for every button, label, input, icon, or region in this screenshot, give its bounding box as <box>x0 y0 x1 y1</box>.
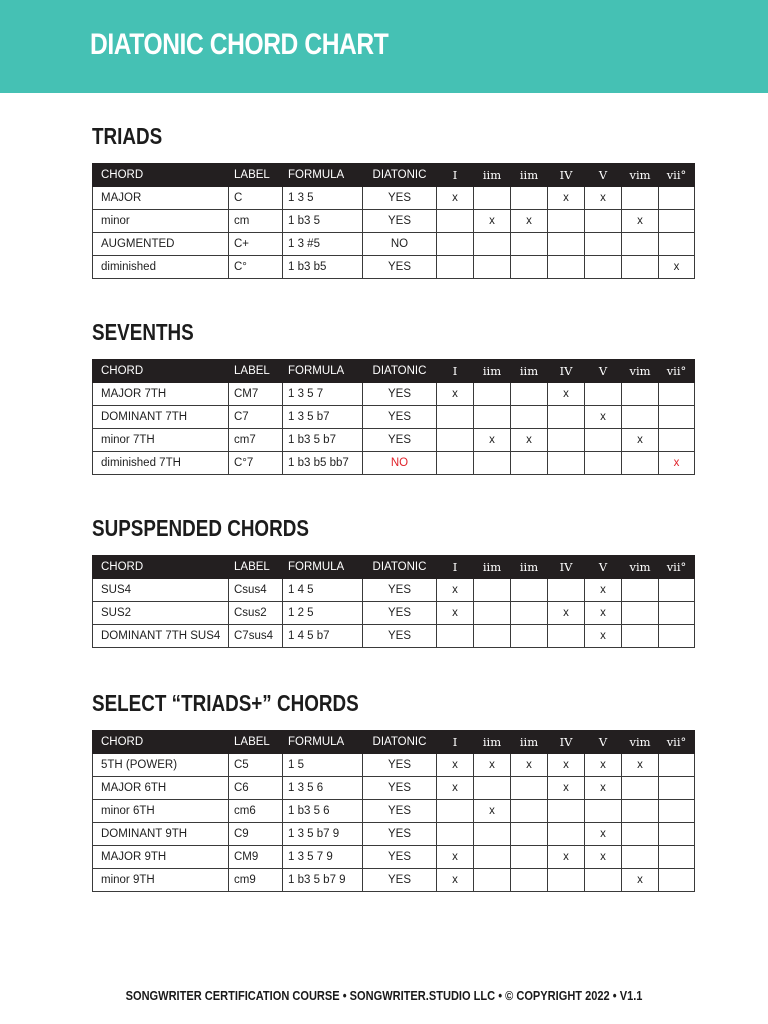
column-header-label: LABEL <box>229 360 283 383</box>
column-header-degree-vii-dim: vii° <box>659 731 695 754</box>
column-header-degree-iim-1: iim <box>474 731 511 754</box>
chord-name: diminished <box>93 256 229 279</box>
degree-mark <box>511 452 548 475</box>
table-header-row <box>93 731 695 754</box>
chord-name: SUS2 <box>93 602 229 625</box>
degree-mark: x <box>585 754 622 777</box>
table-row <box>93 823 695 846</box>
degree-mark <box>437 210 474 233</box>
degree-mark <box>474 406 511 429</box>
degree-mark <box>622 452 659 475</box>
degree-mark <box>659 602 695 625</box>
chord-name: minor <box>93 210 229 233</box>
degree-mark: x <box>437 602 474 625</box>
chord-label: Csus2 <box>229 602 283 625</box>
table-row <box>93 869 695 892</box>
degree-mark <box>622 777 659 800</box>
degree-mark <box>585 210 622 233</box>
degree-mark <box>474 625 511 648</box>
column-header-degree-iim-2: iim <box>511 164 548 187</box>
column-header-formula: FORMULA <box>283 556 363 579</box>
degree-mark <box>548 625 585 648</box>
table-row <box>93 406 695 429</box>
degree-mark <box>659 429 695 452</box>
section-title: TRIADS <box>92 123 163 149</box>
degree-mark <box>548 210 585 233</box>
degree-mark <box>622 233 659 256</box>
diatonic-value: NO <box>363 233 437 256</box>
degree-mark <box>474 187 511 210</box>
degree-mark: x <box>474 429 511 452</box>
chord-label: cm9 <box>229 869 283 892</box>
degree-mark <box>622 602 659 625</box>
diatonic-value: YES <box>363 210 437 233</box>
degree-mark <box>511 383 548 406</box>
degree-mark <box>622 625 659 648</box>
degree-mark <box>437 256 474 279</box>
diatonic-value: YES <box>363 602 437 625</box>
degree-mark: x <box>548 383 585 406</box>
column-header-degree-vim: vim <box>622 556 659 579</box>
column-header-degree-I: I <box>437 556 474 579</box>
diatonic-value: YES <box>363 777 437 800</box>
degree-mark <box>548 429 585 452</box>
table-row <box>93 602 695 625</box>
column-header-chord: CHORD <box>93 731 229 754</box>
degree-mark <box>437 800 474 823</box>
degree-mark <box>659 579 695 602</box>
chord-name: minor 9TH <box>93 869 229 892</box>
chord-name: DOMINANT 9TH <box>93 823 229 846</box>
degree-mark <box>548 869 585 892</box>
chord-formula: 1 b3 b5 bb7 <box>283 452 363 475</box>
degree-mark: x <box>437 187 474 210</box>
chord-name: DOMINANT 7TH <box>93 406 229 429</box>
chord-formula: 1 3 5 6 <box>283 777 363 800</box>
degree-mark <box>511 579 548 602</box>
degree-mark <box>437 823 474 846</box>
degree-mark <box>659 233 695 256</box>
table-header-row <box>93 556 695 579</box>
chord-table <box>92 163 695 279</box>
degree-mark: x <box>585 602 622 625</box>
diatonic-value: YES <box>363 383 437 406</box>
degree-mark <box>622 800 659 823</box>
degree-mark <box>659 625 695 648</box>
table-row <box>93 256 695 279</box>
column-header-formula: FORMULA <box>283 731 363 754</box>
chord-formula: 1 3 5 7 9 <box>283 846 363 869</box>
chord-label: C9 <box>229 823 283 846</box>
section-sevenths <box>92 318 687 475</box>
degree-mark <box>511 187 548 210</box>
degree-mark: x <box>437 579 474 602</box>
degree-mark <box>659 777 695 800</box>
chord-label: C6 <box>229 777 283 800</box>
degree-mark: x <box>585 777 622 800</box>
chord-formula: 1 4 5 <box>283 579 363 602</box>
degree-mark <box>474 777 511 800</box>
degree-mark <box>437 452 474 475</box>
chord-label: C7 <box>229 406 283 429</box>
chord-label: C5 <box>229 754 283 777</box>
chord-formula: 1 b3 b5 <box>283 256 363 279</box>
degree-mark <box>474 823 511 846</box>
column-header-diatonic: DIATONIC <box>363 164 437 187</box>
degree-mark <box>622 187 659 210</box>
table-row <box>93 187 695 210</box>
column-header-chord: CHORD <box>93 164 229 187</box>
degree-mark <box>474 602 511 625</box>
degree-mark <box>622 823 659 846</box>
chord-label: cm <box>229 210 283 233</box>
table-row <box>93 429 695 452</box>
column-header-degree-iim-2: iim <box>511 556 548 579</box>
degree-mark <box>585 233 622 256</box>
chord-name: MAJOR 6TH <box>93 777 229 800</box>
diatonic-value: YES <box>363 579 437 602</box>
diatonic-value: YES <box>363 823 437 846</box>
degree-mark <box>659 754 695 777</box>
degree-mark <box>585 429 622 452</box>
degree-mark: x <box>585 846 622 869</box>
chord-formula: 1 4 5 b7 <box>283 625 363 648</box>
chord-label: C7sus4 <box>229 625 283 648</box>
degree-mark <box>622 256 659 279</box>
degree-mark <box>511 777 548 800</box>
section-suspended-chords <box>92 514 687 648</box>
degree-mark: x <box>659 256 695 279</box>
diatonic-value: YES <box>363 256 437 279</box>
degree-mark: x <box>548 187 585 210</box>
chord-label: Csus4 <box>229 579 283 602</box>
chord-label: CM7 <box>229 383 283 406</box>
degree-mark: x <box>437 754 474 777</box>
column-header-degree-iim-1: iim <box>474 360 511 383</box>
chord-name: SUS4 <box>93 579 229 602</box>
chord-formula: 1 3 5 7 <box>283 383 363 406</box>
degree-mark: x <box>548 846 585 869</box>
chord-formula: 1 b3 5 <box>283 210 363 233</box>
degree-mark <box>585 869 622 892</box>
degree-mark: x <box>474 800 511 823</box>
chord-name: diminished 7TH <box>93 452 229 475</box>
column-header-degree-iim-1: iim <box>474 164 511 187</box>
section-title: SEVENTHS <box>92 319 194 345</box>
degree-mark <box>511 823 548 846</box>
degree-mark <box>511 256 548 279</box>
column-header-diatonic: DIATONIC <box>363 360 437 383</box>
degree-mark <box>548 579 585 602</box>
chord-name: MAJOR 9TH <box>93 846 229 869</box>
column-header-degree-V: V <box>585 556 622 579</box>
degree-mark <box>622 846 659 869</box>
column-header-label: LABEL <box>229 556 283 579</box>
degree-mark <box>659 187 695 210</box>
degree-mark: x <box>585 625 622 648</box>
diatonic-value: YES <box>363 429 437 452</box>
table-row <box>93 383 695 406</box>
chord-name: minor 6TH <box>93 800 229 823</box>
degree-mark <box>622 579 659 602</box>
degree-mark <box>474 452 511 475</box>
degree-mark: x <box>437 869 474 892</box>
degree-mark <box>548 406 585 429</box>
column-header-chord: CHORD <box>93 360 229 383</box>
degree-mark: x <box>548 602 585 625</box>
degree-mark <box>474 383 511 406</box>
chord-name: minor 7TH <box>93 429 229 452</box>
degree-mark: x <box>659 452 695 475</box>
column-header-degree-IV: IV <box>548 731 585 754</box>
degree-mark <box>437 625 474 648</box>
column-header-label: LABEL <box>229 731 283 754</box>
degree-mark <box>659 210 695 233</box>
degree-mark <box>511 869 548 892</box>
degree-mark <box>659 823 695 846</box>
degree-mark <box>585 452 622 475</box>
table-row <box>93 452 695 475</box>
degree-mark <box>474 256 511 279</box>
degree-mark: x <box>585 579 622 602</box>
chord-name: AUGMENTED <box>93 233 229 256</box>
degree-mark <box>437 406 474 429</box>
table-row <box>93 800 695 823</box>
table-header-row <box>93 164 695 187</box>
degree-mark: x <box>548 777 585 800</box>
chord-name: MAJOR <box>93 187 229 210</box>
column-header-degree-I: I <box>437 731 474 754</box>
table-row <box>93 210 695 233</box>
degree-mark: x <box>622 210 659 233</box>
degree-mark: x <box>622 869 659 892</box>
degree-mark <box>474 846 511 869</box>
chord-formula: 1 3 #5 <box>283 233 363 256</box>
table-row <box>93 777 695 800</box>
footer <box>0 988 768 1003</box>
column-header-degree-I: I <box>437 164 474 187</box>
chord-name: MAJOR 7TH <box>93 383 229 406</box>
degree-mark <box>659 383 695 406</box>
degree-mark <box>585 256 622 279</box>
diatonic-value: YES <box>363 800 437 823</box>
degree-mark: x <box>511 429 548 452</box>
degree-mark: x <box>511 754 548 777</box>
degree-mark <box>511 846 548 869</box>
degree-mark: x <box>437 846 474 869</box>
diatonic-value: YES <box>363 625 437 648</box>
page-title: DIATONIC CHORD CHART <box>90 28 389 61</box>
chord-formula: 1 3 5 b7 <box>283 406 363 429</box>
column-header-degree-vii-dim: vii° <box>659 556 695 579</box>
degree-mark <box>622 383 659 406</box>
section-triads-plus-chords <box>92 689 687 892</box>
degree-mark: x <box>585 187 622 210</box>
degree-mark <box>585 383 622 406</box>
chord-name: 5TH (POWER) <box>93 754 229 777</box>
table-row <box>93 579 695 602</box>
degree-mark <box>511 800 548 823</box>
chord-table <box>92 730 695 892</box>
degree-mark: x <box>585 823 622 846</box>
degree-mark: x <box>585 406 622 429</box>
degree-mark <box>474 869 511 892</box>
degree-mark: x <box>548 754 585 777</box>
title-banner <box>0 0 768 93</box>
degree-mark: x <box>437 777 474 800</box>
column-header-degree-iim-1: iim <box>474 556 511 579</box>
chord-label: C°7 <box>229 452 283 475</box>
column-header-degree-IV: IV <box>548 360 585 383</box>
footer-text: SONGWRITER CERTIFICATION COURSE • SONGWRITER.STUDIO LLC • © COPYRIGHT 2022 • V1.1 <box>125 988 643 1003</box>
chord-formula: 1 5 <box>283 754 363 777</box>
column-header-diatonic: DIATONIC <box>363 731 437 754</box>
column-header-degree-vii-dim: vii° <box>659 360 695 383</box>
column-header-degree-V: V <box>585 164 622 187</box>
table-row <box>93 233 695 256</box>
chord-formula: 1 3 5 <box>283 187 363 210</box>
degree-mark <box>548 823 585 846</box>
column-header-degree-I: I <box>437 360 474 383</box>
column-header-degree-IV: IV <box>548 556 585 579</box>
section-title: SUPSPENDED CHORDS <box>92 515 309 541</box>
table-row <box>93 846 695 869</box>
section-title: SELECT “TRIADS+” CHORDS <box>92 690 359 716</box>
column-header-diatonic: DIATONIC <box>363 556 437 579</box>
degree-mark <box>511 625 548 648</box>
chord-label: cm7 <box>229 429 283 452</box>
column-header-degree-vim: vim <box>622 164 659 187</box>
degree-mark <box>548 800 585 823</box>
chord-table <box>92 555 695 648</box>
chord-name: DOMINANT 7TH SUS4 <box>93 625 229 648</box>
column-header-degree-V: V <box>585 731 622 754</box>
table-row <box>93 754 695 777</box>
degree-mark <box>548 233 585 256</box>
degree-mark <box>511 233 548 256</box>
column-header-chord: CHORD <box>93 556 229 579</box>
chord-formula: 1 2 5 <box>283 602 363 625</box>
degree-mark: x <box>511 210 548 233</box>
chord-formula: 1 b3 5 6 <box>283 800 363 823</box>
degree-mark <box>474 579 511 602</box>
chord-formula: 1 b3 5 b7 9 <box>283 869 363 892</box>
chord-label: CM9 <box>229 846 283 869</box>
table-row <box>93 625 695 648</box>
chord-label: cm6 <box>229 800 283 823</box>
degree-mark: x <box>622 429 659 452</box>
chord-formula: 1 b3 5 b7 <box>283 429 363 452</box>
column-header-label: LABEL <box>229 164 283 187</box>
degree-mark <box>548 452 585 475</box>
degree-mark <box>659 869 695 892</box>
table-header-row <box>93 360 695 383</box>
diatonic-value: YES <box>363 846 437 869</box>
degree-mark <box>659 406 695 429</box>
degree-mark: x <box>622 754 659 777</box>
column-header-formula: FORMULA <box>283 164 363 187</box>
degree-mark: x <box>474 754 511 777</box>
degree-mark: x <box>437 383 474 406</box>
column-header-formula: FORMULA <box>283 360 363 383</box>
chord-label: C° <box>229 256 283 279</box>
column-header-degree-vim: vim <box>622 360 659 383</box>
diatonic-value: YES <box>363 406 437 429</box>
chord-formula: 1 3 5 b7 9 <box>283 823 363 846</box>
chord-label: C+ <box>229 233 283 256</box>
degree-mark <box>437 429 474 452</box>
degree-mark <box>622 406 659 429</box>
column-header-degree-iim-2: iim <box>511 360 548 383</box>
degree-mark <box>437 233 474 256</box>
column-header-degree-vim: vim <box>622 731 659 754</box>
diatonic-value: YES <box>363 187 437 210</box>
degree-mark <box>474 233 511 256</box>
degree-mark <box>511 406 548 429</box>
diatonic-value: YES <box>363 869 437 892</box>
degree-mark <box>511 602 548 625</box>
column-header-degree-iim-2: iim <box>511 731 548 754</box>
degree-mark <box>585 800 622 823</box>
degree-mark <box>659 846 695 869</box>
degree-mark <box>659 800 695 823</box>
column-header-degree-IV: IV <box>548 164 585 187</box>
diatonic-value: YES <box>363 754 437 777</box>
chord-label: C <box>229 187 283 210</box>
degree-mark: x <box>474 210 511 233</box>
chord-table <box>92 359 695 475</box>
section-triads <box>92 122 687 279</box>
degree-mark <box>548 256 585 279</box>
diatonic-value: NO <box>363 452 437 475</box>
column-header-degree-vii-dim: vii° <box>659 164 695 187</box>
column-header-degree-V: V <box>585 360 622 383</box>
